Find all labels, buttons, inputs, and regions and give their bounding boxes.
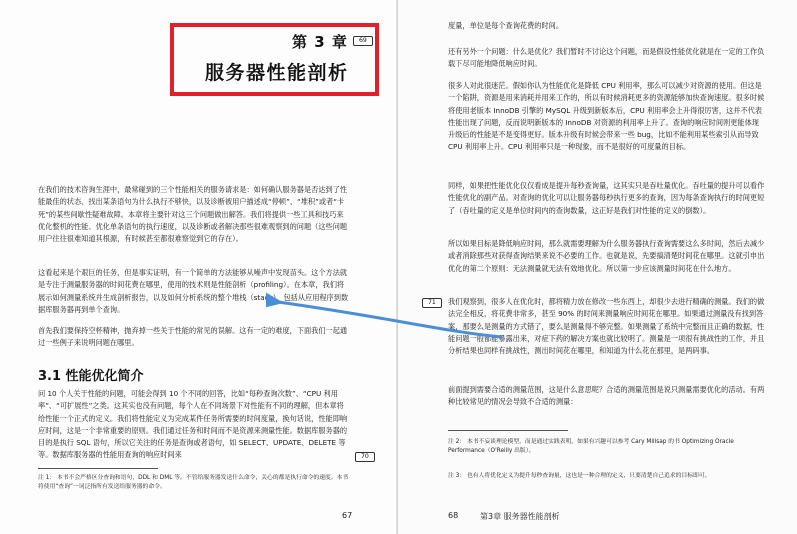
chapter-page-tag: 69 [353, 36, 373, 46]
right-paragraph-6: 我们观察到，很多人在优化时，都将精力放在修改一些东西上，却很少去进行精确的测量。我们的做法完全相反，将花费非常多，甚至 90% 的时间来测量响应时间花在哪里。如果通过测量没有找到答案，那要么是测量的方式错了，要么是测量得不够完整。如果测量了系统中完整而且正确的数据，性能问题一般都能暴露出来，对症下药的解决方案也就比较明了。测量是一项很有挑战性的工作，并且分析结果也同样有挑战性，测出时间花在哪里，和知道为什么花在那里，是两码事。 [448, 297, 765, 356]
right-paragraph-4: 同样，如果把性能优化仅仅看成是提升每秒查询量，这其实只是吞吐量优化。吞吐量的提升可以看作性能优化的副产品。对查询的优化可以让服务器每秒执行更多的查询，因为每条查询执行的时间更短了（吞吐量的定义是单位时间内的查询数量，这正好是我们对性能的定义的倒数）。 [448, 181, 765, 215]
margin-tag-left: 70 [355, 452, 375, 462]
margin-tag-right: 71 [422, 298, 442, 308]
right-page [398, 0, 797, 534]
page-number-left: 67 [342, 511, 353, 520]
intro-paragraph-1: 在我们的技术咨询生涯中，最常碰到的三个性能相关的服务请求是：如何确认服务器是否达到了性能最佳的状态、找出某条语句为什么执行不够快，以及诊断被用户描述成“停顿”、“堆积”或者“卡死”的某些间歇性疑难故障。本章将主要针对这三个问题做出解答。我们将提供一些工具和技巧来优化整机的性能、优化单条语句的执行速度，以及诊断或者解决那些很难观察到的问题（这些问题用户往往很难知道其根源，有时候甚至都很难察觉到它的存在）。 [38, 185, 348, 244]
right-paragraph-3: 很多人对此很迷茫。假如你认为性能优化是降低 CPU 利用率，那么可以减少对资源的使用。但这是一个陷阱，资源是用来消耗并用来工作的，所以有时候消耗更多的资源能够加快查询速度。很多时候将使用老版本 InnoDB 引擎的 MySQL 升级到新版本后，CPU 利用率会上升得很厉害，这并不代表性能出现了问题，反而说明新版本的 InnoDB 对资源的利用率上升了。查询的响应时间则更能体现升级后的性能是不是变得更好。版本升级有时候会带来一些 bug，比如不能利用某些索引从而导致 CPU 利用率上升。CPU 利用率只是一种现象，而不是很好的可度量的目标。 [448, 81, 765, 152]
right-paragraph-2: 还有另外一个问题：什么是优化？我们暂时不讨论这个问题，而是假设性能优化就是在一定的工作负载下尽可能地降低响应时间。 [448, 47, 765, 69]
footnote: 注 1： 本书不会严格区分查询和语句，DDL 和 DML 等。不管给服务器发送什么命令，关心的都是执行命令的速度。本书将使用“查询”一词泛指所有发送给服务器的命令。 [38, 475, 349, 490]
footnote-rule [38, 468, 158, 469]
page-number-right: 68 [448, 511, 459, 520]
chapter-label: 第 3 章 [292, 33, 348, 51]
right-paragraph-1: 度量，单位是每个查询花费的时间。 [448, 21, 564, 30]
right-paragraph-5: 所以如果目标是降低响应时间，那么就需要理解为什么服务器执行查询需要这么多时间，然后去减少或者消除那些对获得查询结果来说不必要的工作。也就是说，先要搞清楚时间花在哪里。这就引申出优化的第二个原则：无法测量就无法有效地优化。所以第一步应该测量时间花在什么地方。 [448, 239, 765, 273]
intro-paragraph-2: 这看起来是个艰巨的任务，但是事实证明，有一个简单的方法能够从噪声中发现苗头。这个方法就是专注于测量服务器的时间花费在哪里，使用的技术则是性能剖析（profiling）。在本章，我们将展示如何测量系统并生成剖析报告，以及如何分析系统的整个堆栈（stack），包括从应用程序到数据库服务器再到单个查询。 [38, 268, 349, 314]
footnote-2: 注 2： 本书不妄谈理论模型，而是通过实践表明，如果有兴趣可以参考 Cary Millsap 的书 Optimizing Oracle Performance（O'Reilly 出版）。 [448, 439, 734, 454]
section-paragraph: 问 10 个人关于性能的问题，可能会得到 10 个不同的回答，比如“每秒查询次数”、“CPU 利用率”、“可扩展性”之类。这其实也没有问题，每个人在不同场景下对性能有不同的理解，但本章将给性能一个正式的定义。我们将性能定义为完成某件任务所需要的时间度量，换句话说，性能即响应时间，这是一个非常重要的原则。我们通过任务和时间而不是资源来测量性能。数据库服务器的目的是执行 SQL 语句，所以它关注的任务是查询或者语句，如 SELECT、UPDATE、DELETE 等等。数据库服务器的性能用查询的响应时间来 [38, 389, 348, 460]
annotation-arrow [266, 272, 506, 342]
section-title: 3.1 性能优化简介 [38, 369, 144, 384]
right-paragraph-7: 前面提到需要合适的测量范围，这是什么意思呢？合适的测量范围是说只测量需要优化的活动。有两种比较常见的情况会导致不合适的测量： [448, 385, 765, 407]
arrow-path [278, 302, 502, 337]
chapter-title: 服务器性能剖析 [205, 62, 349, 84]
running-head: 第3章 服务器性能剖析 [480, 512, 560, 521]
footnote-rule-right [448, 430, 568, 431]
left-page [0, 0, 398, 534]
intro-paragraph-3: 首先我们要保持空杯精神，抛弃掉一些关于性能的常见的误解。这有一定的难度，下面我们一起通过一些例子来说明问题在哪里。 [38, 326, 348, 348]
footnote-3: 注 3： 也有人将优化定义为提升每秒查询量，这也是一种合理的定义，只要清楚自己追求的目标即可。 [448, 473, 711, 479]
